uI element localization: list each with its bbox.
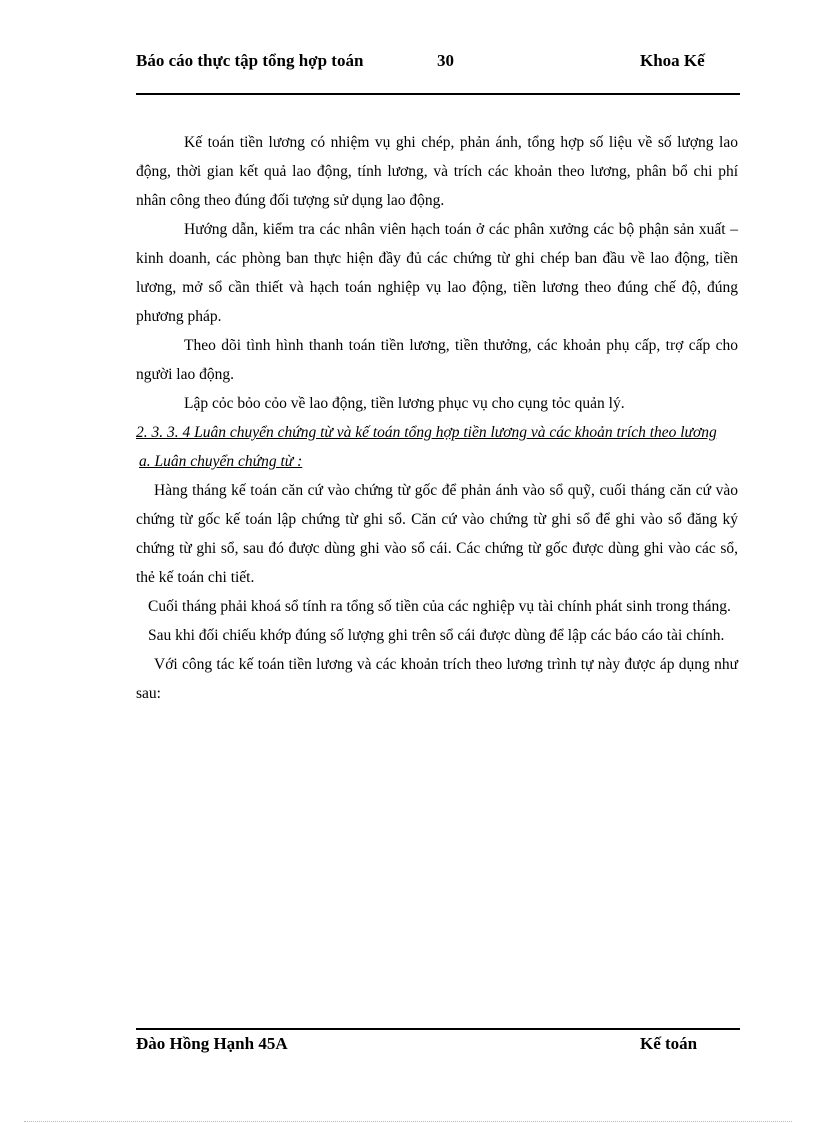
paragraph-reports: Lập cỏc bỏo cỏo về lao động, tiền lương phục vụ cho cụng tỏc quản lý.: [184, 395, 625, 412]
paragraph-duties: Kế toán tiền lương có nhiệm vụ ghi chép, phản ánh, tổng hợp số liệu về số lượng lao động, thời gian kết quả lao động, tính lương, và trích các khoản theo lương, phân bổ chi phí nhân công theo đúng đối tượng sử dụng lao động.: [136, 134, 738, 209]
page-header: [136, 50, 740, 94]
page-number: 30: [437, 51, 454, 70]
header-department: Khoa Kế: [640, 51, 705, 70]
subsection-heading: a. Luân chuyển chứng từ :: [139, 453, 303, 470]
page-bottom-edge: [24, 1121, 792, 1122]
footer-author: Đào Hồng Hạnh 45A: [136, 1034, 288, 1053]
footer-divider: [136, 1028, 740, 1030]
footer-department: Kế toán: [640, 1034, 698, 1053]
header-report-title: Báo cáo thực tập tổng hợp toán: [136, 51, 364, 70]
document-body: [136, 128, 738, 708]
paragraph-reconciliation: Sau khi đối chiếu khớp đúng số lượng ghi trên sổ cái được dùng để lập các báo cáo tài chính.: [148, 627, 725, 644]
paragraph-month-end: Cuối tháng phải khoá sổ tính ra tổng số tiền của các nghiệp vụ tài chính phát sinh trong tháng.: [148, 598, 731, 615]
header-divider: [136, 93, 740, 95]
page-footer: [136, 1033, 740, 1077]
section-heading: 2. 3. 3. 4 Luân chuyển chứng từ và kế toán tổng hợp tiền lương và các khoản trích theo lương: [136, 424, 717, 441]
paragraph-payment-tracking: Theo dõi tình hình thanh toán tiền lương, tiền thưởng, các khoản phụ cấp, trợ cấp cho người lao động.: [136, 337, 738, 383]
paragraph-guidance: Hướng dẫn, kiểm tra các nhân viên hạch toán ở các phân xưởng các bộ phận sản xuất –kinh doanh, các phòng ban thực hiện đầy đủ các chứng từ ghi chép ban đầu về lao động, tiền lương, mở sổ cần thiết và hạch toán nghiệp vụ lao động, tiền lương theo đúng chế độ, đúng phương pháp.: [136, 221, 738, 325]
paragraph-application: Với công tác kế toán tiền lương và các khoản trích theo lương trình tự này được áp dụng như sau:: [136, 656, 738, 702]
paragraph-monthly-process: Hàng tháng kế toán căn cứ vào chứng từ gốc để phản ánh vào sổ quỹ, cuối tháng căn cứ vào chứng từ gốc kế toán lập chứng từ ghi sổ. Căn cứ vào chứng từ ghi sổ để ghi vào sổ đăng ký chứng từ ghi sổ, sau đó được dùng ghi vào sổ cái. Các chứng từ gốc được dùng ghi vào các sổ, thẻ kế toán chi tiết.: [136, 482, 738, 586]
